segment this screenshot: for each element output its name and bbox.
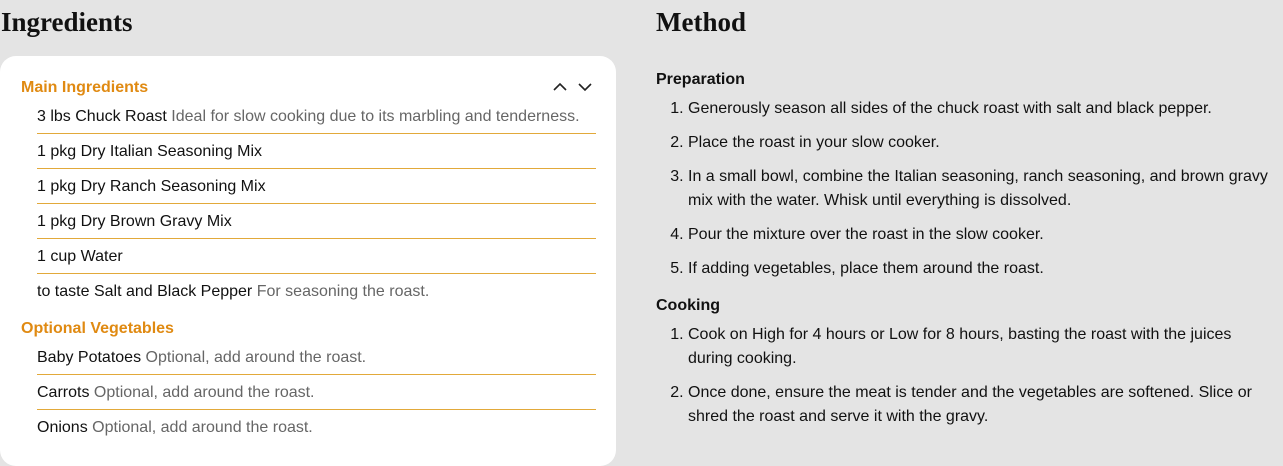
optional-vegetables-list	[37, 340, 596, 445]
ingredient-name: Dry Ranch Seasoning Mix	[80, 178, 266, 195]
ingredient-name: Dry Brown Gravy Mix	[80, 213, 232, 230]
ingredient-name: Chuck Roast	[75, 108, 167, 125]
ingredient-note: For seasoning the roast.	[256, 283, 430, 300]
group-title-main: Main Ingredients	[21, 79, 149, 96]
method-step: 2. Once done, ensure the meat is tender and the vegetables are softened. Slice or shred the roast and serve it with the gravy.	[688, 381, 1276, 429]
method-step: 1. Generously season all sides of the chuck roast with salt and black pepper.	[688, 97, 1276, 121]
chevron-up-icon[interactable]	[553, 80, 567, 94]
ingredient-note: Optional, add around the roast.	[93, 384, 315, 401]
method-step: 2. Place the roast in your slow cooker.	[688, 131, 1276, 155]
ingredient-note: Optional, add around the roast.	[145, 349, 367, 366]
ingredient-qty: 1 pkg	[37, 143, 77, 160]
preparation-steps	[656, 97, 1276, 291]
ingredient-name: Carrots	[37, 384, 90, 401]
ingredient-item	[37, 340, 596, 375]
method-step: 4. Pour the mixture over the roast in the slow cooker.	[688, 223, 1276, 247]
ingredient-note: Ideal for slow cooking due to its marbling and tenderness.	[171, 108, 580, 125]
section-title-preparation: Preparation	[656, 71, 745, 88]
method-heading: Method	[656, 7, 746, 37]
ingredient-item	[37, 274, 596, 309]
ingredients-card	[0, 56, 616, 466]
ingredient-item	[37, 239, 596, 274]
ingredient-name: Onions	[37, 419, 88, 436]
ingredient-item	[37, 410, 596, 445]
ingredients-heading: Ingredients	[1, 7, 133, 37]
ingredient-qty: 1 cup	[37, 248, 77, 265]
method-step: 1. Cook on High for 4 hours or Low for 8 hours, basting the roast with the juices during cooking.	[688, 323, 1276, 371]
ingredient-note: Optional, add around the roast.	[92, 419, 313, 436]
ingredient-qty: 1 pkg	[37, 213, 77, 230]
ingredient-name: Salt and Black Pepper	[93, 283, 253, 300]
method-step: 3. In a small bowl, combine the Italian seasoning, ranch seasoning, and brown gravy mix with the water. Whisk until everything is dissolved.	[688, 165, 1276, 213]
main-ingredients-list	[37, 99, 596, 309]
cooking-steps	[656, 323, 1276, 439]
ingredient-item	[37, 375, 596, 410]
ingredient-qty: to taste	[37, 283, 90, 300]
chevron-down-icon[interactable]	[578, 80, 592, 94]
ingredient-name: Dry Italian Seasoning Mix	[80, 143, 263, 160]
ingredient-name: Baby Potatoes	[37, 349, 142, 366]
ingredient-item	[37, 99, 596, 134]
ingredient-item	[37, 134, 596, 169]
ingredient-item	[37, 204, 596, 239]
ingredient-qty: 3 lbs	[37, 108, 71, 125]
section-title-cooking: Cooking	[656, 297, 720, 314]
method-step: 5. If adding vegetables, place them around the roast.	[688, 257, 1276, 281]
group-title-optional: Optional Vegetables	[21, 320, 174, 337]
ingredient-name: Water	[80, 248, 123, 265]
ingredient-qty: 1 pkg	[37, 178, 77, 195]
ingredient-item	[37, 169, 596, 204]
